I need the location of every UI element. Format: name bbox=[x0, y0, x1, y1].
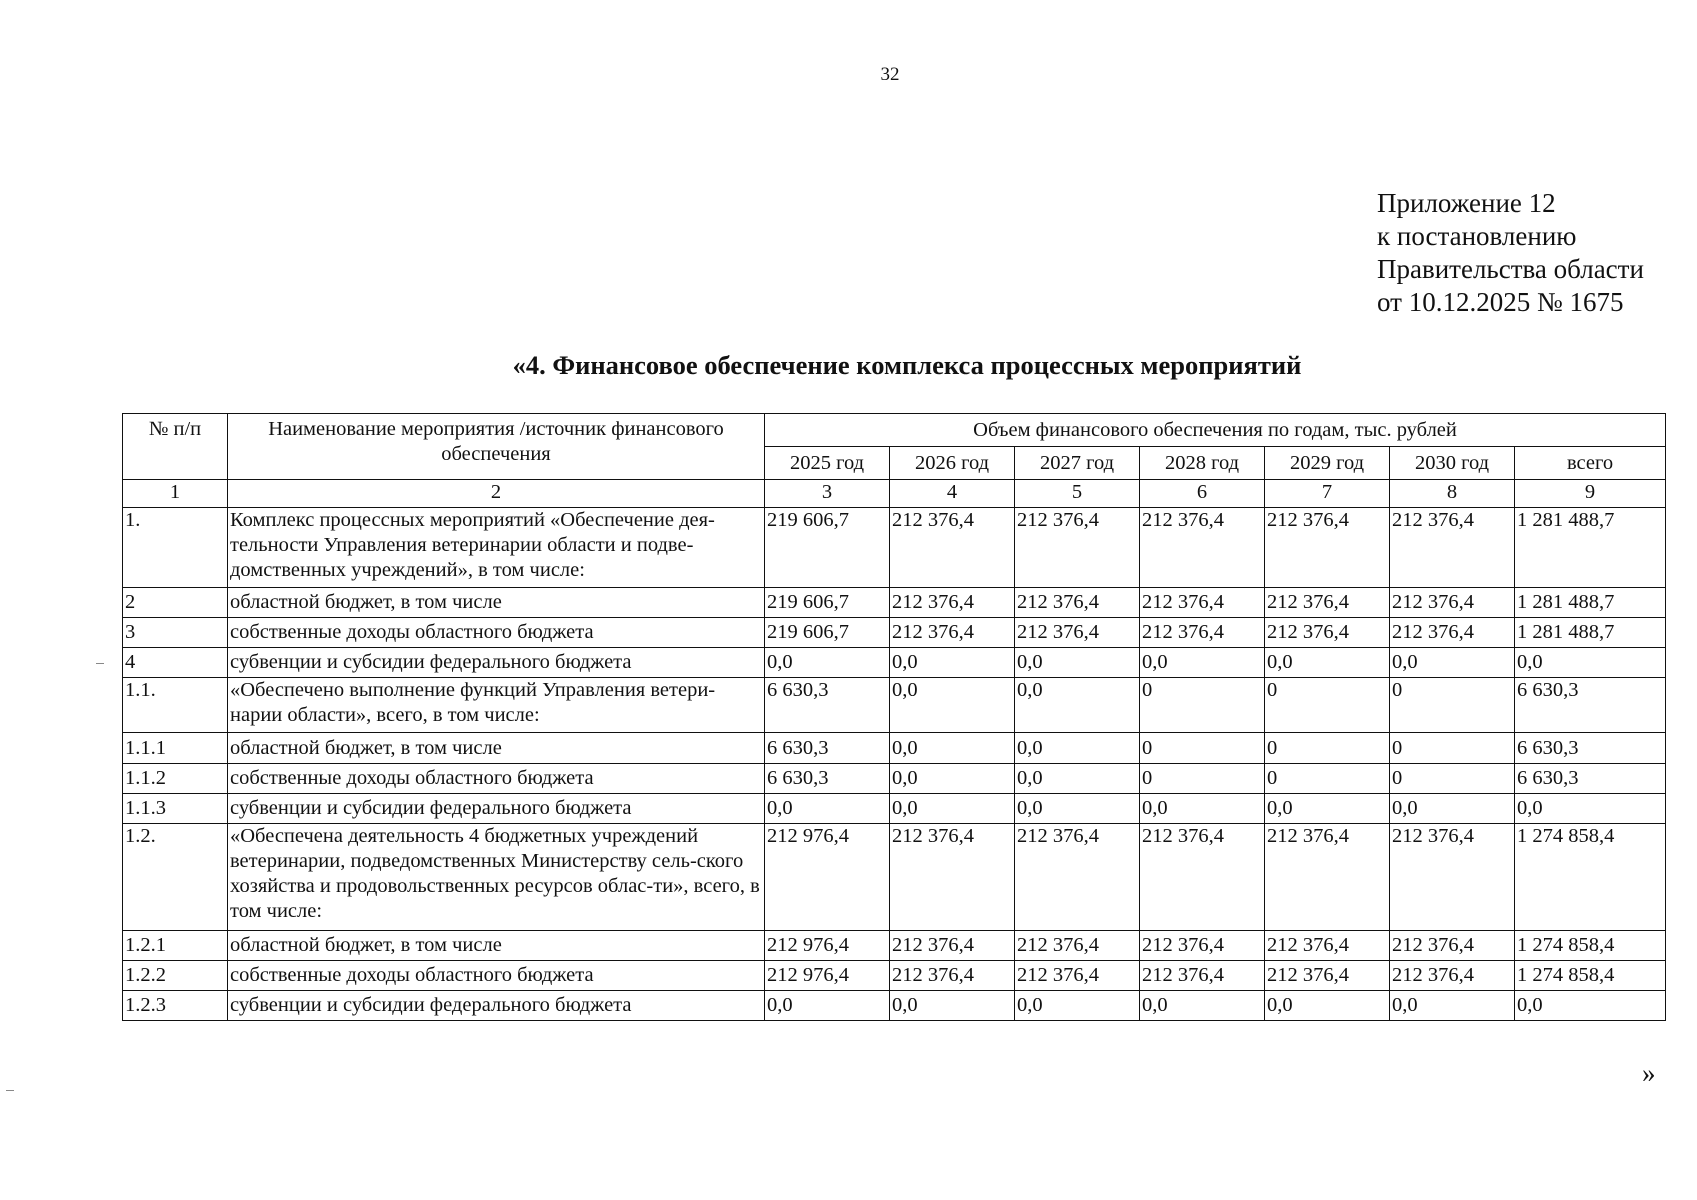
table-row bbox=[123, 588, 1666, 618]
table-row bbox=[123, 764, 1666, 794]
table-row bbox=[123, 618, 1666, 648]
row-year-value: 212 376,4 bbox=[1140, 508, 1265, 588]
row-year-value: 212 376,4 bbox=[1265, 508, 1390, 588]
row-year-value: 6 630,3 bbox=[765, 764, 890, 794]
row-year-value: 212 376,4 bbox=[1265, 824, 1390, 931]
row-name: собственные доходы областного бюджета bbox=[228, 961, 765, 991]
column-number: 7 bbox=[1265, 480, 1390, 508]
scan-edge-mark bbox=[6, 1090, 14, 1091]
row-year-value: 212 376,4 bbox=[1265, 931, 1390, 961]
header-year: 2026 год bbox=[890, 447, 1015, 480]
row-year-value: 0,0 bbox=[890, 764, 1015, 794]
row-name: субвенции и субсидии федерального бюджета bbox=[228, 991, 765, 1021]
row-total-value: 6 630,3 bbox=[1515, 733, 1666, 764]
row-total-value: 0,0 bbox=[1515, 991, 1666, 1021]
row-number: 1.1.3 bbox=[123, 794, 228, 824]
row-year-value: 0,0 bbox=[1140, 794, 1265, 824]
row-number: 1.2. bbox=[123, 824, 228, 931]
row-year-value: 0 bbox=[1265, 764, 1390, 794]
table-row bbox=[123, 931, 1666, 961]
row-year-value: 212 376,4 bbox=[1390, 961, 1515, 991]
column-number: 1 bbox=[123, 480, 228, 508]
row-year-value: 212 376,4 bbox=[1390, 618, 1515, 648]
row-year-value: 212 376,4 bbox=[1015, 508, 1140, 588]
column-number: 5 bbox=[1015, 480, 1140, 508]
row-total-value: 6 630,3 bbox=[1515, 764, 1666, 794]
table-row bbox=[123, 733, 1666, 764]
row-year-value: 0,0 bbox=[1140, 991, 1265, 1021]
row-year-value: 0,0 bbox=[890, 733, 1015, 764]
table-row bbox=[123, 824, 1666, 931]
row-year-value: 0,0 bbox=[1265, 794, 1390, 824]
row-number: 1.2.3 bbox=[123, 991, 228, 1021]
appendix-line: к постановлению bbox=[1377, 221, 1577, 251]
row-year-value: 212 376,4 bbox=[890, 508, 1015, 588]
row-year-value: 212 376,4 bbox=[1140, 931, 1265, 961]
row-name: «Обеспечено выполнение функций Управления ветери-нарии области», всего, в том числе: bbox=[228, 678, 765, 733]
row-total-value: 1 274 858,4 bbox=[1515, 931, 1666, 961]
row-year-value: 212 376,4 bbox=[1140, 824, 1265, 931]
row-year-value: 0 bbox=[1140, 678, 1265, 733]
row-total-value: 1 274 858,4 bbox=[1515, 824, 1666, 931]
row-year-value: 0,0 bbox=[890, 991, 1015, 1021]
table-row bbox=[123, 794, 1666, 824]
row-name: областной бюджет, в том числе bbox=[228, 931, 765, 961]
row-number: 3 bbox=[123, 618, 228, 648]
row-year-value: 0 bbox=[1390, 733, 1515, 764]
header-name: Наименование мероприятия /источник финансового обеспечения bbox=[228, 414, 765, 480]
table-row bbox=[123, 961, 1666, 991]
row-name: областной бюджет, в том числе bbox=[228, 588, 765, 618]
appendix-line: от 10.12.2025 № 1675 bbox=[1377, 287, 1624, 317]
row-year-value: 212 976,4 bbox=[765, 961, 890, 991]
row-year-value: 219 606,7 bbox=[765, 588, 890, 618]
row-year-value: 0,0 bbox=[1390, 648, 1515, 678]
row-year-value: 212 376,4 bbox=[1015, 824, 1140, 931]
column-number: 4 bbox=[890, 480, 1015, 508]
row-total-value: 6 630,3 bbox=[1515, 678, 1666, 733]
row-total-value: 0,0 bbox=[1515, 794, 1666, 824]
header-total: всего bbox=[1515, 447, 1666, 480]
column-number: 8 bbox=[1390, 480, 1515, 508]
row-total-value: 1 281 488,7 bbox=[1515, 618, 1666, 648]
row-year-value: 212 376,4 bbox=[890, 618, 1015, 648]
row-number: 1. bbox=[123, 508, 228, 588]
appendix-block bbox=[1377, 187, 1644, 319]
row-year-value: 6 630,3 bbox=[765, 678, 890, 733]
table-row bbox=[123, 508, 1666, 588]
row-name: собственные доходы областного бюджета bbox=[228, 764, 765, 794]
row-year-value: 212 376,4 bbox=[1265, 618, 1390, 648]
row-total-value: 1 281 488,7 bbox=[1515, 508, 1666, 588]
header-year: 2029 год bbox=[1265, 447, 1390, 480]
row-year-value: 0,0 bbox=[1265, 991, 1390, 1021]
row-total-value: 0,0 bbox=[1515, 648, 1666, 678]
row-year-value: 212 376,4 bbox=[1265, 588, 1390, 618]
row-year-value: 0,0 bbox=[1265, 648, 1390, 678]
header-volume: Объем финансового обеспечения по годам, тыс. рублей bbox=[765, 414, 1666, 447]
row-year-value: 212 376,4 bbox=[1140, 588, 1265, 618]
row-name: собственные доходы областного бюджета bbox=[228, 618, 765, 648]
row-name: субвенции и субсидии федерального бюджета bbox=[228, 648, 765, 678]
row-year-value: 212 376,4 bbox=[1390, 824, 1515, 931]
row-year-value: 212 376,4 bbox=[890, 588, 1015, 618]
table-row bbox=[123, 648, 1666, 678]
row-year-value: 0 bbox=[1390, 678, 1515, 733]
header-year: 2028 год bbox=[1140, 447, 1265, 480]
row-year-value: 0,0 bbox=[765, 794, 890, 824]
row-year-value: 212 376,4 bbox=[890, 824, 1015, 931]
column-number: 9 bbox=[1515, 480, 1666, 508]
row-year-value: 212 376,4 bbox=[1140, 618, 1265, 648]
header-year: 2025 год bbox=[765, 447, 890, 480]
row-year-value: 0,0 bbox=[890, 678, 1015, 733]
row-year-value: 212 376,4 bbox=[1015, 931, 1140, 961]
row-number: 1.1.1 bbox=[123, 733, 228, 764]
row-year-value: 0,0 bbox=[1015, 794, 1140, 824]
row-year-value: 0 bbox=[1265, 678, 1390, 733]
row-year-value: 0 bbox=[1265, 733, 1390, 764]
row-year-value: 212 376,4 bbox=[1015, 961, 1140, 991]
row-number: 1.2.2 bbox=[123, 961, 228, 991]
row-number: 4 bbox=[123, 648, 228, 678]
row-year-value: 212 376,4 bbox=[1265, 961, 1390, 991]
row-year-value: 0,0 bbox=[1140, 648, 1265, 678]
row-year-value: 0,0 bbox=[1015, 991, 1140, 1021]
appendix-line: Приложение 12 bbox=[1377, 188, 1556, 218]
row-number: 2 bbox=[123, 588, 228, 618]
document-title: «4. Финансовое обеспечение комплекса процессных мероприятий bbox=[512, 350, 1302, 380]
row-year-value: 212 376,4 bbox=[1015, 618, 1140, 648]
row-year-value: 219 606,7 bbox=[765, 618, 890, 648]
row-name: «Обеспечена деятельность 4 бюджетных учреждений ветеринарии, подведомственных Министерству сель-ского хозяйства и продовольственных ресурсов облас-ти», всего, в том числе: bbox=[228, 824, 765, 931]
row-total-value: 1 274 858,4 bbox=[1515, 961, 1666, 991]
header-num: № п/п bbox=[123, 414, 228, 480]
closing-quote: » bbox=[1642, 1058, 1656, 1088]
header-year: 2030 год bbox=[1390, 447, 1515, 480]
column-numbers-row bbox=[123, 480, 1666, 508]
row-year-value: 0,0 bbox=[890, 794, 1015, 824]
row-year-value: 212 376,4 bbox=[1140, 961, 1265, 991]
row-name: субвенции и субсидии федерального бюджета bbox=[228, 794, 765, 824]
row-year-value: 0 bbox=[1140, 733, 1265, 764]
row-year-value: 0,0 bbox=[1015, 733, 1140, 764]
table-row bbox=[123, 991, 1666, 1021]
row-year-value: 212 376,4 bbox=[890, 931, 1015, 961]
table-row bbox=[123, 678, 1666, 733]
row-total-value: 1 281 488,7 bbox=[1515, 588, 1666, 618]
row-year-value: 212 376,4 bbox=[1390, 508, 1515, 588]
row-year-value: 212 376,4 bbox=[1015, 588, 1140, 618]
header-year: 2027 год bbox=[1015, 447, 1140, 480]
row-year-value: 0,0 bbox=[1015, 764, 1140, 794]
row-name: областной бюджет, в том числе bbox=[228, 733, 765, 764]
row-year-value: 219 606,7 bbox=[765, 508, 890, 588]
row-year-value: 212 376,4 bbox=[890, 961, 1015, 991]
row-number: 1.1.2 bbox=[123, 764, 228, 794]
row-year-value: 0 bbox=[1140, 764, 1265, 794]
page-number: 32 bbox=[880, 64, 900, 85]
row-year-value: 0,0 bbox=[1015, 678, 1140, 733]
column-number: 6 bbox=[1140, 480, 1265, 508]
row-year-value: 212 376,4 bbox=[1390, 588, 1515, 618]
appendix-line: Правительства области bbox=[1377, 254, 1644, 284]
row-year-value: 0,0 bbox=[1015, 648, 1140, 678]
row-number: 1.2.1 bbox=[123, 931, 228, 961]
row-year-value: 212 376,4 bbox=[1390, 931, 1515, 961]
row-year-value: 212 976,4 bbox=[765, 931, 890, 961]
row-year-value: 6 630,3 bbox=[765, 733, 890, 764]
financing-table bbox=[122, 413, 1666, 1021]
row-year-value: 0 bbox=[1390, 764, 1515, 794]
row-year-value: 0,0 bbox=[765, 991, 890, 1021]
row-name: Комплекс процессных мероприятий «Обеспечение дея-тельности Управления ветеринарии области и подве-домственных учреждений», в том числе: bbox=[228, 508, 765, 588]
row-year-value: 0,0 bbox=[1390, 794, 1515, 824]
scan-edge-mark bbox=[96, 663, 104, 664]
row-number: 1.1. bbox=[123, 678, 228, 733]
column-number: 3 bbox=[765, 480, 890, 508]
row-year-value: 0,0 bbox=[765, 648, 890, 678]
column-number: 2 bbox=[228, 480, 765, 508]
row-year-value: 0,0 bbox=[890, 648, 1015, 678]
row-year-value: 0,0 bbox=[1390, 991, 1515, 1021]
row-year-value: 212 976,4 bbox=[765, 824, 890, 931]
